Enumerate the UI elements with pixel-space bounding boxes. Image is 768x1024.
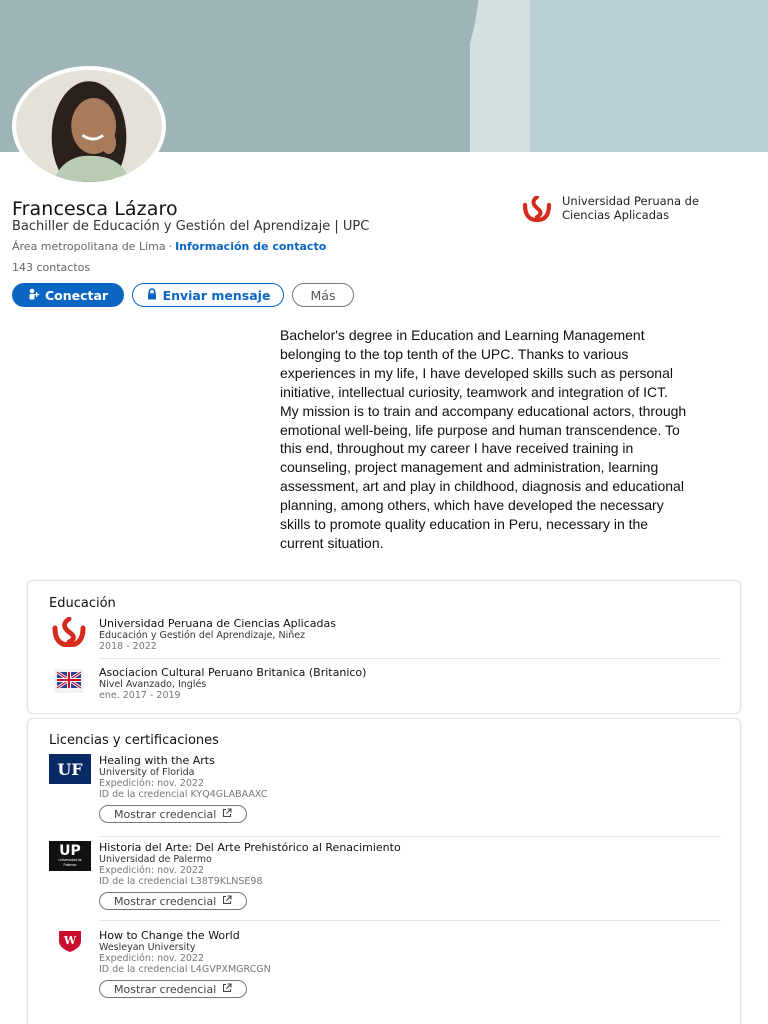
license-issued: Expedición: nov. 2022 bbox=[99, 865, 205, 876]
profile-name: Francesca Lázaro bbox=[12, 198, 178, 220]
upc-logo bbox=[522, 196, 552, 222]
up-logo bbox=[49, 841, 91, 871]
show-credential-label: Mostrar credencial bbox=[114, 894, 217, 908]
external-link-icon bbox=[222, 983, 232, 996]
uf-logo bbox=[49, 754, 91, 784]
about-text: Bachelor's degree in Education and Learning Management belonging to the top tenth of the UPC. Thanks to various experiences in my life, I have developed skills such as personal initiative, intellectual curiosity, teamwork and integration of ICT. My mission is to train and accompany educational actors, through emotional well-being, life purpose and human transcendence. To this end, throughout my career I have received training in counseling, project management and administration, learning assessment, art and play in childhood, diagnosis and educational planning, among others, which have developed the necessary skills to promote quality education in Peru, necessary in the current situation. bbox=[280, 327, 687, 551]
show-credential-button[interactable] bbox=[99, 805, 247, 823]
external-link-icon bbox=[222, 895, 232, 908]
degree: Nivel Avanzado, Inglés bbox=[99, 679, 207, 690]
degree: Educación y Gestión del Aprendizaje, Niñez bbox=[99, 630, 306, 641]
wesleyan-logo-text: W bbox=[63, 934, 77, 947]
license-name: Healing with the Arts bbox=[99, 754, 215, 767]
britanico-logo bbox=[49, 666, 89, 696]
profile-location: Área metropolitana de Lima bbox=[12, 240, 166, 253]
connect-button[interactable] bbox=[12, 283, 124, 307]
license-issuer: University of Florida bbox=[99, 767, 195, 778]
location-row bbox=[12, 240, 326, 253]
upc-logo bbox=[49, 617, 89, 647]
up-logo-subtext: Universidad de Palermo bbox=[58, 858, 82, 867]
banner-bg-mid bbox=[470, 0, 530, 152]
add-person-icon bbox=[28, 288, 40, 303]
avatar-photo bbox=[16, 70, 162, 182]
show-credential-button[interactable] bbox=[99, 892, 247, 910]
show-credential-label: Mostrar credencial bbox=[114, 982, 217, 996]
banner-bg-right bbox=[528, 0, 768, 152]
current-school[interactable] bbox=[522, 194, 732, 222]
contact-info-link[interactable]: Información de contacto bbox=[175, 240, 327, 253]
divider bbox=[99, 920, 721, 921]
lock-icon bbox=[146, 288, 158, 303]
credential-id: ID de la credencial L38T9KLNSE98 bbox=[99, 876, 263, 887]
show-credential-button[interactable] bbox=[99, 980, 247, 998]
school-name: Universidad Peruana de Ciencias Aplicadas bbox=[99, 617, 336, 630]
divider bbox=[99, 658, 721, 659]
more-button[interactable] bbox=[292, 283, 354, 307]
current-school-name: Universidad Peruana de Ciencias Aplicadas bbox=[562, 194, 700, 222]
license-issued: Expedición: nov. 2022 bbox=[99, 778, 205, 789]
credential-id: ID de la credencial KYQ4GLABAAXC bbox=[99, 789, 268, 800]
licenses-section bbox=[27, 718, 741, 1024]
profile-headline: Bachiller de Educación y Gestión del Aprendizaje | UPC bbox=[12, 219, 370, 234]
connect-label: Conectar bbox=[44, 287, 109, 303]
external-link-icon bbox=[222, 808, 232, 821]
uf-logo-text: UF bbox=[57, 759, 83, 779]
dates: 2018 - 2022 bbox=[99, 641, 157, 652]
show-credential-label: Mostrar credencial bbox=[114, 807, 217, 821]
school-name: Asociacion Cultural Peruano Britanica (Britanico) bbox=[99, 666, 367, 679]
license-issued: Expedición: nov. 2022 bbox=[99, 953, 205, 964]
wesleyan-logo bbox=[49, 929, 91, 959]
separator: · bbox=[168, 240, 173, 253]
license-issuer: Wesleyan University bbox=[99, 942, 196, 953]
dates: ene. 2017 - 2019 bbox=[99, 690, 181, 701]
send-message-button[interactable] bbox=[132, 283, 284, 307]
education-section bbox=[27, 580, 741, 714]
more-label: Más bbox=[310, 287, 336, 303]
license-issuer: Universidad de Palermo bbox=[99, 854, 212, 865]
license-name: How to Change the World bbox=[99, 929, 240, 942]
credential-id: ID de la credencial L4GVPXMGRCGN bbox=[99, 964, 271, 975]
license-name: Historia del Arte: Del Arte Prehistórico al Renacimiento bbox=[99, 841, 401, 854]
avatar[interactable] bbox=[12, 66, 166, 186]
up-logo-text: UP bbox=[59, 843, 81, 859]
message-label: Enviar mensaje bbox=[162, 287, 271, 303]
licenses-title: Licencias y certificaciones bbox=[49, 733, 219, 748]
education-title: Educación bbox=[49, 596, 116, 611]
divider bbox=[99, 836, 721, 837]
connections-count[interactable]: 143 contactos bbox=[12, 261, 91, 274]
